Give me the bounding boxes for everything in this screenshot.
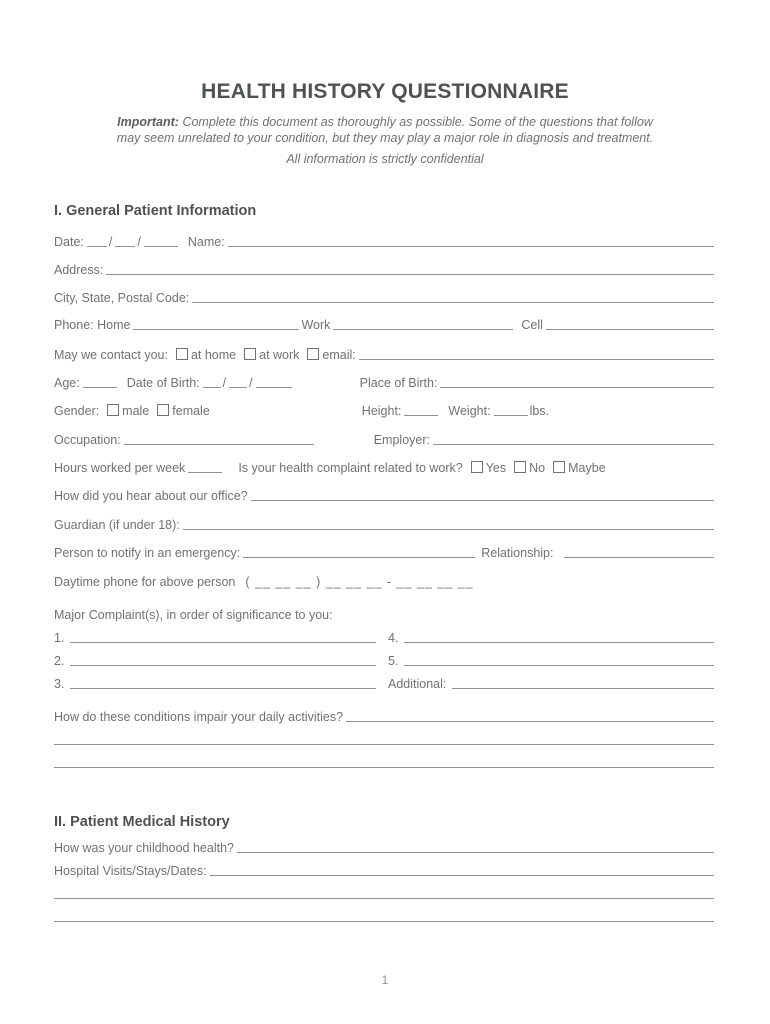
- row-guardian: [54, 514, 716, 532]
- phone-work-field[interactable]: [333, 317, 513, 330]
- phone-home-field[interactable]: [133, 317, 299, 330]
- impair-field[interactable]: [346, 709, 714, 722]
- row-impair-extra-1: [54, 729, 716, 747]
- important-label: Important:: [117, 115, 179, 129]
- contact-home-label: at home: [190, 348, 237, 362]
- phone-home-label: Phone: Home: [54, 318, 131, 332]
- complaint-row-3: [54, 673, 378, 691]
- date-separator: /: [222, 376, 227, 390]
- complaint-field-1[interactable]: [70, 630, 376, 643]
- complaints-label: Major Complaint(s), in order of significance to you:: [54, 608, 333, 622]
- row-childhood: [54, 837, 716, 855]
- complaint-field-2[interactable]: [70, 653, 376, 666]
- lbs-label: lbs.: [529, 404, 550, 418]
- row-hours: [54, 457, 716, 475]
- complaint-row-4: [388, 627, 716, 645]
- intro-line-1: [0, 115, 770, 129]
- hospital-extra-field[interactable]: [54, 886, 714, 899]
- complaint-row-2: [54, 650, 378, 668]
- row-impair: [54, 706, 716, 724]
- date-month-field[interactable]: [87, 234, 107, 247]
- row-address: [54, 259, 716, 277]
- occupation-label: Occupation:: [54, 433, 121, 447]
- childhood-field[interactable]: [237, 840, 714, 853]
- employer-field[interactable]: [433, 432, 714, 445]
- complaint-row-additional: [388, 673, 716, 691]
- additional-label: Additional:: [388, 677, 447, 691]
- row-hospital-extra-1: [54, 883, 716, 901]
- hear-field[interactable]: [251, 488, 714, 501]
- daytime-phone-field[interactable]: ( __ __ __ ) __ __ __ - __ __ __ __: [245, 575, 474, 589]
- address-label: Address:: [54, 263, 104, 277]
- date-separator: /: [108, 235, 113, 249]
- impair-extra-field[interactable]: [54, 755, 714, 768]
- row-complaints-heading: [54, 604, 716, 622]
- row-phone: [54, 314, 716, 332]
- row-emergency: [54, 542, 716, 560]
- row-contact: [54, 344, 716, 362]
- intro-text-1: Complete this document as thoroughly as possible. Some of the questions that follow: [182, 115, 653, 129]
- phone-work-label: Work: [301, 318, 331, 332]
- intro-line-2: may seem unrelated to your condition, but they may play a major role in diagnosis and treatment.: [116, 131, 654, 145]
- contact-home-checkbox[interactable]: [176, 348, 188, 360]
- related-yes-label: Yes: [485, 461, 507, 475]
- additional-field[interactable]: [452, 676, 714, 689]
- row-city: [54, 287, 716, 305]
- complaint-field-5[interactable]: [404, 653, 714, 666]
- place-of-birth-field[interactable]: [440, 375, 714, 388]
- hospital-label: Hospital Visits/Stays/Dates:: [54, 864, 207, 878]
- name-label: Name:: [187, 235, 225, 249]
- row-daytime-phone: [54, 571, 716, 589]
- date-day-field[interactable]: [115, 234, 135, 247]
- emergency-label: Person to notify in an emergency:: [54, 546, 241, 560]
- row-hospital-extra-2: [54, 906, 716, 924]
- city-label: City, State, Postal Code:: [54, 291, 190, 305]
- phone-cell-field[interactable]: [546, 317, 714, 330]
- dob-label: Date of Birth:: [126, 376, 200, 390]
- related-maybe-checkbox[interactable]: [553, 461, 565, 473]
- row-age-dob: [54, 372, 716, 390]
- date-separator: /: [137, 235, 141, 249]
- dob-year-field[interactable]: [256, 375, 292, 388]
- date-year-field[interactable]: [144, 234, 178, 247]
- guardian-field[interactable]: [183, 517, 714, 530]
- related-no-checkbox[interactable]: [514, 461, 526, 473]
- complaint-field-4[interactable]: [404, 630, 714, 643]
- height-label: Height:: [361, 404, 402, 418]
- page-number: 1: [381, 973, 389, 987]
- place-of-birth-label: Place of Birth:: [359, 376, 438, 390]
- male-checkbox[interactable]: [107, 404, 119, 416]
- complaint-number-2: 2.: [54, 654, 65, 668]
- complaint-number-5: 5.: [388, 654, 399, 668]
- section-medical-heading: II. Patient Medical History: [54, 814, 230, 830]
- row-hear: [54, 485, 716, 503]
- male-label: male: [122, 404, 150, 418]
- occupation-field[interactable]: [124, 432, 314, 445]
- complaint-number-1: 1.: [54, 631, 65, 645]
- hours-label: Hours worked per week: [54, 461, 186, 475]
- page-title: HEALTH HISTORY QUESTIONNAIRE: [201, 80, 569, 103]
- date-label: Date:: [54, 235, 84, 249]
- contact-label: May we contact you:: [54, 348, 168, 362]
- female-checkbox[interactable]: [157, 404, 169, 416]
- row-impair-extra-2: [54, 752, 716, 770]
- work-related-label: Is your health complaint related to work?: [238, 461, 463, 475]
- hear-label: How did you hear about our office?: [54, 489, 248, 503]
- complaint-number-4: 4.: [388, 631, 399, 645]
- email-field[interactable]: [359, 347, 714, 360]
- hospital-extra-field[interactable]: [54, 909, 714, 922]
- relationship-label: Relationship:: [481, 546, 554, 560]
- complaint-field-3[interactable]: [70, 676, 376, 689]
- emergency-field[interactable]: [243, 545, 475, 558]
- employer-label: Employer:: [373, 433, 430, 447]
- female-label: female: [172, 404, 210, 418]
- weight-field[interactable]: [494, 403, 528, 416]
- complaint-row-1: [54, 627, 378, 645]
- impair-extra-field[interactable]: [54, 732, 714, 745]
- complaint-row-5: [388, 650, 716, 668]
- city-field[interactable]: [192, 290, 714, 303]
- row-date-name: [54, 231, 716, 249]
- related-no-label: No: [529, 461, 546, 475]
- contact-email-checkbox[interactable]: [307, 348, 319, 360]
- row-occupation: [54, 429, 716, 447]
- confidential-note: All information is strictly confidential: [286, 152, 484, 166]
- dob-day-field[interactable]: [229, 375, 247, 388]
- date-separator: /: [249, 376, 253, 390]
- relationship-field[interactable]: [564, 545, 714, 558]
- related-maybe-label: Maybe: [568, 461, 606, 475]
- guardian-label: Guardian (if under 18):: [54, 518, 180, 532]
- age-label: Age:: [54, 376, 80, 390]
- hospital-field[interactable]: [210, 863, 714, 876]
- section-general-heading: I. General Patient Information: [54, 203, 257, 219]
- hours-field[interactable]: [188, 460, 222, 473]
- name-field[interactable]: [228, 234, 714, 247]
- gender-label: Gender:: [54, 404, 100, 418]
- age-field[interactable]: [83, 375, 117, 388]
- row-gender: [54, 400, 716, 418]
- contact-email-label: email:: [322, 348, 356, 362]
- address-field[interactable]: [106, 262, 714, 275]
- childhood-label: How was your childhood health?: [54, 841, 234, 855]
- impair-label: How do these conditions impair your daily activities?: [54, 710, 344, 724]
- complaint-number-3: 3.: [54, 677, 65, 691]
- contact-work-label: at work: [259, 348, 300, 362]
- weight-label: Weight:: [448, 404, 491, 418]
- contact-work-checkbox[interactable]: [244, 348, 256, 360]
- daytime-phone-label: Daytime phone for above person: [54, 575, 236, 589]
- phone-cell-label: Cell: [521, 318, 543, 332]
- height-field[interactable]: [404, 403, 438, 416]
- dob-month-field[interactable]: [203, 375, 221, 388]
- related-yes-checkbox[interactable]: [471, 461, 483, 473]
- row-hospital: [54, 860, 716, 878]
